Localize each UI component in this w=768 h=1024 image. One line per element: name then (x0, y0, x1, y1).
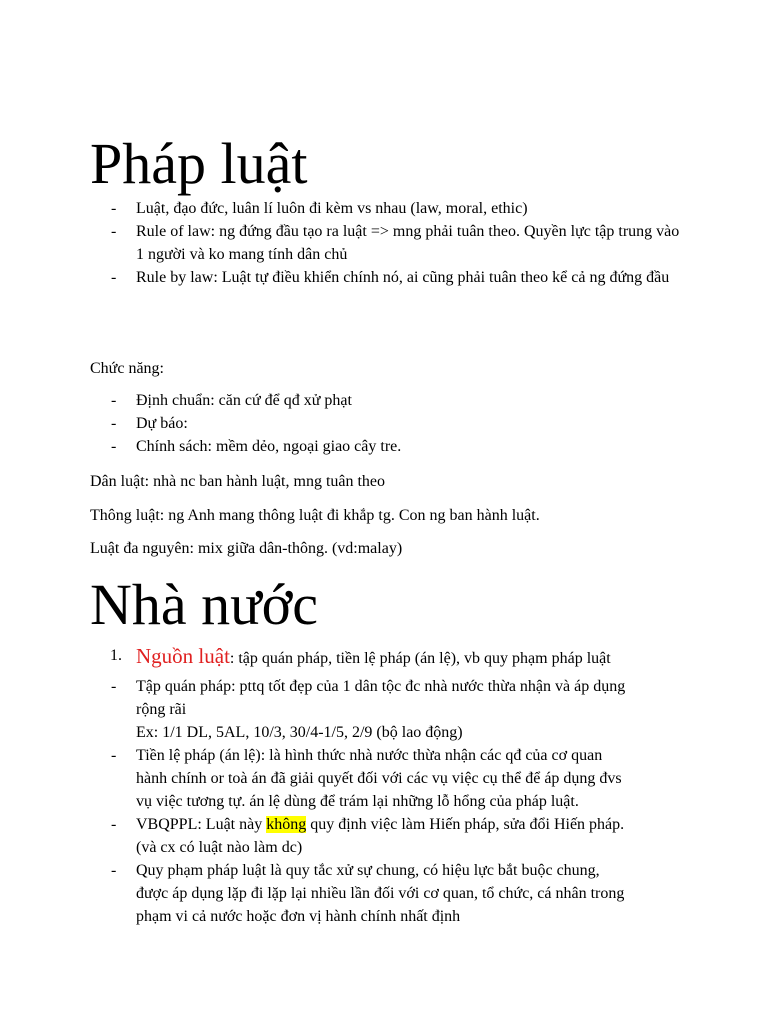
list-item-line: được áp dụng lặp đi lặp lại nhiều lần đối với cơ quan, tổ chức, cá nhân trong (136, 885, 625, 902)
list-item (90, 389, 690, 412)
list-item-text: Định chuẩn: căn cứ để qđ xử phạt (136, 392, 352, 409)
text-fragment: VBQPPL: Luật này (136, 816, 267, 833)
list-item (90, 197, 690, 220)
bullet-marker: - (111, 747, 117, 764)
list-item-line: phạm vi cả nước hoặc đơn vị hành chính nhất định (136, 908, 461, 925)
bullet-marker: - (111, 200, 117, 217)
bullet-marker: - (111, 223, 117, 240)
list-item-line: hành chính or toà án đã giải quyết đối với các vụ việc cụ thể để áp dụng đvs (136, 770, 622, 787)
list-item (90, 220, 690, 266)
functions-heading: Chức năng: (90, 360, 164, 377)
numbered-item-text: : tập quán pháp, tiền lệ pháp (án lệ), vb quy phạm pháp luật (229, 650, 611, 667)
paragraph-thong-luat: Thông luật: ng Anh mang thông luật đi khắp tg. Con ng ban hành luật. (90, 507, 540, 524)
list-item (90, 859, 710, 928)
bullet-marker: - (111, 269, 117, 286)
list-item-line: rộng rãi (136, 701, 187, 718)
list-item (90, 675, 710, 744)
text-fragment: quy định việc làm Hiến pháp, sửa đổi Hiến pháp. (306, 816, 625, 833)
bullet-list-functions (90, 389, 690, 458)
list-item (90, 744, 710, 813)
bullet-marker: - (111, 678, 117, 695)
list-item (90, 412, 690, 435)
list-item-line: Ex: 1/1 DL, 5AL, 10/3, 30/4-1/5, 2/9 (bộ lao động) (136, 724, 463, 741)
bullet-marker: - (111, 816, 117, 833)
list-item-text: Rule by law: Luật tự điều khiển chính nó, ai cũng phải tuân theo kể cả ng đứng đầu (136, 269, 670, 286)
list-item-line: Quy phạm pháp luật là quy tắc xử sự chung, có hiệu lực bắt buộc chung, (136, 862, 600, 879)
numbered-item (90, 643, 710, 672)
list-item-text: Luật, đạo đức, luân lí luôn đi kèm vs nhau (law, moral, ethic) (136, 200, 528, 217)
list-item-line: (và cx có luật nào làm dc) (136, 839, 303, 856)
highlighted-word: không (266, 816, 307, 833)
paragraph-dan-luat: Dân luật: nhà nc ban hành luật, mng tuân theo (90, 473, 386, 490)
paragraph-luat-da-nguyen: Luật đa nguyên: mix giữa dân-thông. (vd:malay) (90, 540, 403, 557)
list-item-line: vụ việc tương tự. án lệ dùng để trám lại những lỗ hổng của pháp luật. (136, 793, 579, 810)
heading-phap-luat: Pháp luật (90, 131, 308, 196)
list-item (90, 813, 710, 859)
content-nha-nuoc (90, 643, 710, 928)
list-item-text: Chính sách: mềm dẻo, ngoại giao cây tre. (136, 438, 402, 455)
item-number: 1. (110, 647, 122, 664)
list-item (90, 266, 690, 289)
heading-nha-nuoc: Nhà nước (90, 572, 318, 637)
list-item-text: Rule of law: ng đứng đầu tạo ra luật => mng phải tuân theo. Quyền lực tập trung vào 1 người và ko mang tính dân chủ (136, 223, 680, 263)
list-item-line: Tập quán pháp: pttq tốt đẹp của 1 dân tộc đc nhà nước thừa nhận và áp dụng (136, 678, 626, 695)
bullet-marker: - (111, 438, 117, 455)
list-item (90, 435, 690, 458)
bullet-list-phap-luat (90, 197, 690, 289)
red-heading-text: Nguồn luật (136, 644, 230, 668)
bullet-marker: - (111, 862, 117, 879)
list-item-line: Tiền lệ pháp (án lệ): là hình thức nhà nước thừa nhận các qđ của cơ quan (136, 747, 603, 764)
list-item-text: Dự báo: (136, 415, 188, 432)
bullet-marker: - (111, 392, 117, 409)
list-item-line (136, 813, 710, 836)
bullet-marker: - (111, 415, 117, 432)
